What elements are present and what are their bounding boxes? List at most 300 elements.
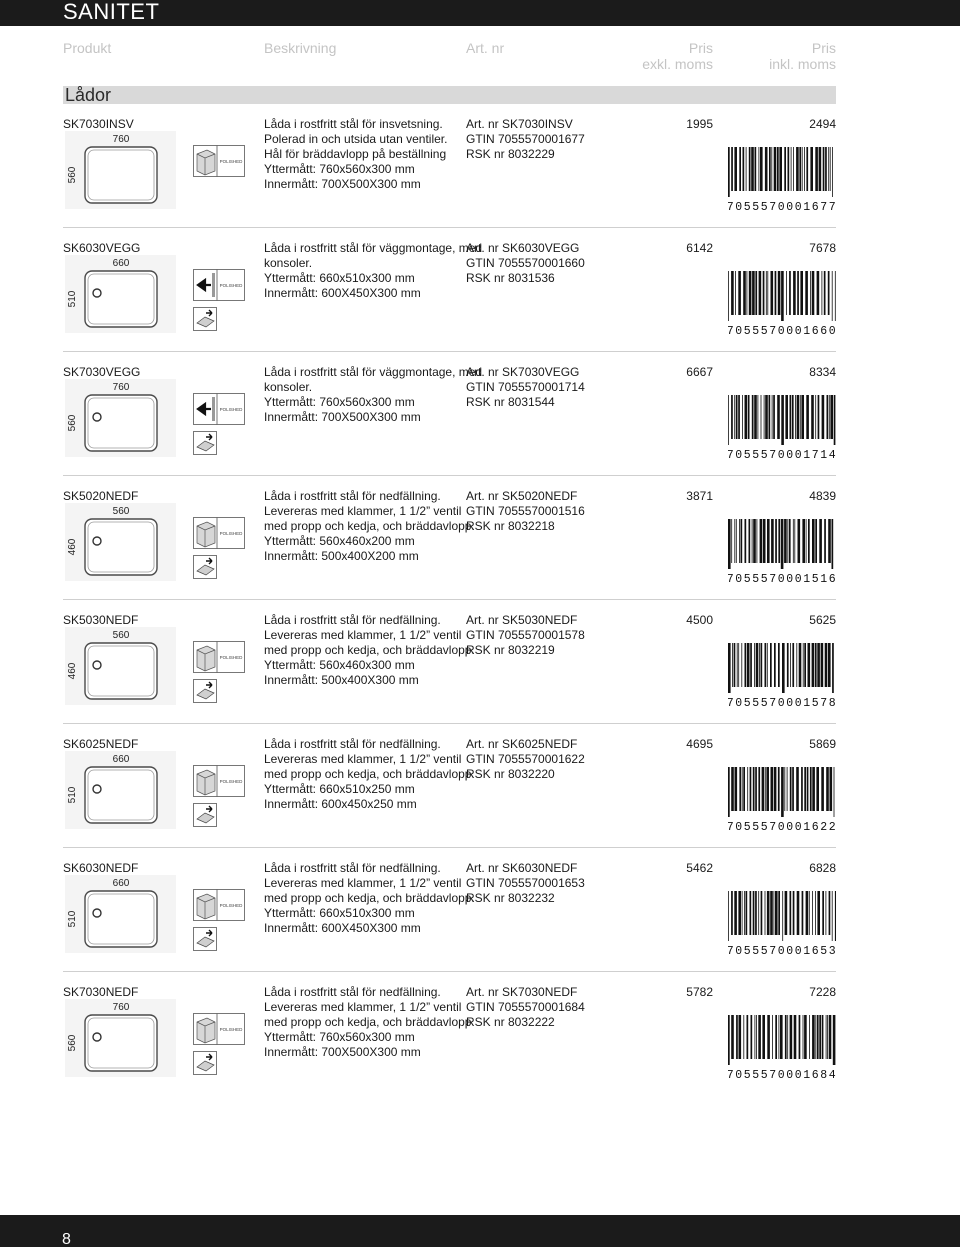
barcode-bar — [765, 891, 766, 935]
article-line: GTIN 7055570001653 — [466, 876, 585, 890]
product-description — [264, 613, 475, 688]
description-line: Levereras med klammer, 1 1/2” ventil — [264, 752, 462, 766]
row-separator — [63, 971, 836, 972]
barcode-bar — [811, 395, 814, 439]
barcode-bar — [782, 643, 785, 693]
dimension-drawing — [63, 627, 178, 705]
description-line: konsoler. — [264, 380, 313, 394]
sink-outline — [85, 147, 157, 203]
barcode-bar — [731, 767, 734, 811]
barcode-bar — [778, 891, 780, 935]
product-row — [0, 861, 960, 985]
barcode-bar — [829, 891, 831, 935]
barcode-bar — [826, 891, 827, 935]
barcode-bar — [800, 271, 803, 315]
product-description — [264, 365, 483, 425]
barcode-bar — [789, 271, 791, 315]
barcode-bar — [785, 891, 788, 935]
barcode-bar — [742, 891, 743, 935]
description-line: Yttermått: 660x510x250 mm — [264, 782, 415, 796]
height-label: 560 — [67, 166, 78, 184]
barcode-bar — [749, 271, 752, 315]
barcode-bar — [812, 891, 813, 935]
barcode — [728, 271, 836, 339]
barcode-bar — [790, 891, 792, 935]
barcode-bar — [807, 767, 809, 811]
barcode-bar — [752, 271, 755, 315]
box-icon — [197, 770, 215, 795]
barcode-bar — [796, 147, 799, 191]
barcode-bar — [757, 519, 758, 563]
sink-icon — [194, 556, 217, 579]
barcode-bar — [771, 147, 772, 191]
barcode-bar — [738, 643, 739, 687]
barcode-bar — [732, 643, 733, 687]
description-line: Innermått: 600x450x250 mm — [264, 797, 417, 811]
barcode-bar — [808, 519, 810, 563]
barcode-bar — [815, 643, 817, 687]
barcode-bar — [739, 147, 741, 191]
barcode-bar — [790, 395, 792, 439]
barcode-bar — [734, 643, 736, 687]
column-header-price-ex-line2: exkl. moms — [642, 56, 713, 72]
barcode-number: 7055570001578 — [728, 697, 836, 710]
barcode-bar — [830, 147, 831, 191]
barcode-bar — [802, 147, 803, 191]
barcode-bar — [809, 1015, 810, 1059]
barcode-bar — [770, 643, 772, 687]
sink-outline — [85, 1015, 157, 1071]
barcode — [728, 147, 836, 215]
height-label: 510 — [67, 910, 78, 928]
article-numbers — [466, 241, 666, 286]
mounting-icons — [193, 269, 245, 339]
article-line: Art. nr SK5030NEDF — [466, 613, 578, 627]
column-header-price-ex — [613, 40, 713, 72]
barcode-bar — [745, 519, 747, 563]
barcode-bar — [767, 643, 768, 687]
row-separator — [63, 847, 836, 848]
sink-icon — [194, 804, 217, 827]
column-header-price-in-line1: Pris — [811, 40, 836, 56]
article-line: GTIN 7055570001516 — [466, 504, 585, 518]
barcode-bar — [832, 519, 834, 569]
barcode-bar — [828, 643, 831, 687]
barcode-bar — [769, 395, 771, 439]
dimension-drawing — [63, 131, 178, 209]
product-row — [0, 241, 960, 365]
barcode-bar — [804, 147, 805, 191]
barcode-bar — [755, 1015, 756, 1059]
barcode-bar — [744, 891, 745, 935]
description-line: Yttermått: 660x510x300 mm — [264, 271, 415, 285]
barcode-bar — [759, 271, 762, 315]
barcode-bar — [742, 767, 743, 811]
description-line: Levereras med klammer, 1 1/2” ventil — [264, 628, 462, 642]
barcode-bar — [832, 643, 834, 693]
barcode-bar — [767, 519, 770, 563]
barcode-bar — [819, 147, 822, 191]
barcode-bar — [770, 891, 773, 935]
barcode-bar — [774, 767, 777, 811]
article-line: GTIN 7055570001622 — [466, 752, 585, 766]
barcode-bar — [785, 1015, 787, 1059]
barcode-bar — [822, 1015, 824, 1059]
barcode-bar — [754, 643, 755, 687]
barcode-bar — [828, 147, 829, 191]
price-incl-vat: 4839 — [809, 489, 836, 503]
barcode-bar — [734, 147, 737, 191]
article-line: Art. nr SK6025NEDF — [466, 737, 578, 751]
article-line: GTIN 7055570001714 — [466, 380, 585, 394]
description-line: med propp och kedja, och bräddavlopp. — [264, 643, 475, 657]
barcode-bar — [743, 271, 746, 315]
product-code: SK6030NEDF — [63, 861, 139, 875]
article-line: Art. nr SK7030VEGG — [466, 365, 580, 379]
barcode-bar — [801, 767, 803, 811]
barcode-bar — [804, 643, 806, 687]
barcode-bar — [728, 147, 730, 197]
page-number: 8 — [62, 1231, 71, 1248]
description-line: Låda i rostfritt stål för insvetsning. — [264, 117, 443, 131]
description-line: Yttermått: 560x460x300 mm — [264, 658, 415, 672]
barcode-bar — [767, 891, 770, 935]
description-line: Innermått: 600X450X300 mm — [264, 286, 421, 300]
description-line: med propp och kedja, och bräddavlopp. — [264, 519, 475, 533]
barcode-bar — [754, 395, 757, 439]
barcode-bar — [734, 395, 735, 439]
barcode-bar — [819, 1015, 821, 1059]
barcode-bar — [816, 767, 819, 811]
barcode-bar — [738, 395, 740, 439]
barcode-bar — [787, 643, 789, 687]
barcode-bar — [818, 395, 820, 439]
section-title: Lådor — [65, 85, 112, 105]
barcode-bar — [750, 767, 752, 811]
barcode-bar — [790, 767, 792, 811]
width-label: 660 — [112, 878, 130, 889]
barcode-bar — [812, 767, 815, 811]
product-code: SK5030NEDF — [63, 613, 139, 627]
product-code: SK5020NEDF — [63, 489, 139, 503]
barcode-bar — [828, 519, 831, 563]
barcode-bar — [782, 891, 783, 941]
dimension-drawing — [63, 255, 178, 333]
barcode-bar — [829, 1015, 832, 1059]
description-line: Levereras med klammer, 1 1/2” ventil — [264, 504, 462, 518]
barcode-bar — [815, 1015, 816, 1059]
barcode-bar — [781, 767, 784, 817]
barcode-bar — [810, 147, 813, 191]
height-label: 510 — [67, 786, 78, 804]
product-row — [0, 985, 960, 1109]
column-header-price-ex-line1: Pris — [688, 40, 713, 56]
barcode-bar — [751, 1015, 753, 1059]
description-line: Yttermått: 660x510x300 mm — [264, 906, 415, 920]
barcode-bar — [797, 395, 800, 439]
width-label: 560 — [112, 506, 130, 517]
sink-outline — [85, 767, 157, 823]
barcode-bar — [804, 1015, 807, 1059]
barcode-bar — [738, 271, 741, 315]
barcode-bar — [743, 767, 745, 811]
dimension-drawing — [63, 999, 178, 1077]
article-line: Art. nr SK5020NEDF — [466, 489, 578, 503]
barcode-bar — [792, 643, 794, 687]
barcode — [728, 767, 836, 835]
barcode-bar — [731, 395, 733, 439]
barcode-bar — [748, 395, 750, 439]
barcode-bar — [766, 271, 767, 315]
barcode-bar — [806, 147, 808, 191]
article-line: RSK nr 8032232 — [466, 891, 555, 905]
barcode-bar — [815, 519, 817, 563]
barcode-bar — [728, 891, 729, 941]
height-label: 510 — [67, 290, 78, 308]
description-line: Levereras med klammer, 1 1/2” ventil — [264, 876, 462, 890]
barcode-bar — [728, 643, 731, 693]
barcode-bar — [753, 891, 755, 935]
description-line: Innermått: 600X450X300 mm — [264, 921, 421, 935]
barcode-bar — [778, 643, 780, 687]
barcode-bar — [755, 767, 757, 811]
description-line: Låda i rostfritt stål för väggmontage, med — [264, 241, 483, 255]
article-line: RSK nr 8032222 — [466, 1015, 555, 1029]
barcode-bar — [749, 519, 751, 563]
price-incl-vat: 7228 — [809, 985, 836, 999]
barcode-bar — [793, 519, 794, 563]
price-excl-vat: 3871 — [686, 489, 713, 503]
description-line: Levereras med klammer, 1 1/2” ventil — [264, 1000, 462, 1014]
barcode-bar — [821, 643, 824, 687]
barcode-bar — [802, 891, 804, 935]
article-line: Art. nr SK6030NEDF — [466, 861, 578, 875]
barcode-bar — [763, 519, 766, 563]
barcode-bar — [731, 1015, 734, 1059]
barcode-bar — [758, 1015, 761, 1059]
barcode-bar — [784, 519, 787, 563]
barcode-bar — [747, 643, 750, 687]
barcode-bar — [830, 767, 833, 811]
price-excl-vat: 1995 — [686, 117, 713, 131]
barcode — [728, 395, 836, 463]
barcode-bar — [731, 271, 734, 315]
barcode-bar — [812, 271, 815, 315]
height-label: 460 — [67, 538, 78, 556]
barcode-bar — [817, 891, 820, 935]
product-row — [0, 613, 960, 737]
barcode-bar — [749, 147, 751, 191]
barcode-bar — [787, 519, 788, 563]
barcode-bar — [752, 519, 753, 563]
barcode-bar — [739, 519, 740, 563]
barcode-bar — [762, 767, 765, 811]
mounting-icons — [193, 145, 245, 215]
barcode-number: 7055570001714 — [728, 449, 836, 462]
article-numbers — [466, 613, 666, 658]
barcode-bar — [822, 395, 825, 439]
barcode-bar — [753, 767, 755, 811]
barcode-bar — [728, 271, 729, 321]
article-line: Art. nr SK6030VEGG — [466, 241, 580, 255]
width-label: 760 — [112, 382, 130, 393]
barcode-bar — [778, 767, 780, 811]
barcode-bar — [775, 271, 777, 315]
barcode-bar — [739, 1015, 742, 1059]
article-line: RSK nr 8031536 — [466, 271, 555, 285]
barcode-bar — [781, 395, 784, 445]
barcode-number: 7055570001660 — [728, 325, 836, 338]
box-icon — [197, 1018, 215, 1043]
article-numbers — [466, 737, 666, 782]
price-incl-vat: 2494 — [809, 117, 836, 131]
article-line: GTIN 7055570001684 — [466, 1000, 585, 1014]
description-line: Innermått: 700X500X300 mm — [264, 1045, 421, 1059]
barcode-bar — [817, 1015, 819, 1059]
barcode-bar — [801, 395, 804, 439]
page-title: SANITET — [63, 0, 160, 24]
barcode-number: 7055570001653 — [728, 945, 836, 958]
column-header-art: Art. nr — [466, 40, 505, 56]
dimension-drawing — [63, 503, 178, 581]
row-separator — [63, 599, 836, 600]
product-code: SK7030INSV — [63, 117, 134, 131]
barcode-bar — [731, 891, 733, 935]
height-label: 460 — [67, 662, 78, 680]
sink-outline — [85, 395, 157, 451]
description-line: Låda i rostfritt stål för väggmontage, med — [264, 365, 483, 379]
barcode-bar — [758, 891, 759, 935]
barcode-bar — [728, 395, 729, 445]
barcode-bar — [822, 891, 824, 935]
sink-outline — [85, 519, 157, 575]
barcode-bar — [834, 395, 836, 445]
barcode-number: 7055570001677 — [728, 201, 836, 214]
barcode-number: 7055570001516 — [728, 573, 836, 586]
description-line: med propp och kedja, och bräddavlopp — [264, 767, 472, 781]
description-line: Yttermått: 560x460x200 mm — [264, 534, 415, 548]
barcode-bar — [796, 767, 799, 811]
barcode-bar — [792, 395, 794, 439]
barcode-bar — [753, 519, 756, 563]
barcode-bar — [835, 891, 836, 941]
section-bar — [63, 86, 836, 104]
barcode-bar — [755, 147, 757, 191]
barcode-bar — [769, 147, 771, 191]
article-line: RSK nr 8031544 — [466, 395, 555, 409]
article-line: Art. nr SK7030INSV — [466, 117, 573, 131]
barcode-bar — [793, 891, 795, 935]
mounting-icons — [193, 765, 245, 835]
width-label: 560 — [112, 630, 130, 641]
description-line: Låda i rostfritt stål för nedfällning. — [264, 489, 441, 503]
barcode-bar — [798, 519, 801, 563]
barcode-bar — [827, 395, 829, 439]
height-label: 560 — [67, 414, 78, 432]
product-row — [0, 737, 960, 861]
barcode-bar — [759, 643, 760, 687]
barcode-bar — [806, 519, 807, 563]
barcode-bar — [819, 519, 822, 563]
article-line: GTIN 7055570001677 — [466, 132, 585, 146]
barcode-bar — [815, 147, 818, 191]
barcode-bar — [760, 147, 763, 191]
mounting-icons — [193, 517, 245, 587]
product-description — [264, 861, 475, 936]
article-line: RSK nr 8032220 — [466, 767, 555, 781]
barcode-bar — [765, 643, 767, 687]
price-incl-vat: 5869 — [809, 737, 836, 751]
barcode-bar — [797, 891, 800, 935]
barcode-bar — [760, 519, 763, 563]
column-header-price-in-line2: inkl. moms — [769, 56, 836, 72]
price-excl-vat: 5782 — [686, 985, 713, 999]
article-line: RSK nr 8032229 — [466, 147, 555, 161]
polished-label: POLISHED — [219, 283, 243, 288]
column-header-price-in — [736, 40, 836, 72]
barcode-bar — [755, 271, 757, 315]
barcode-bar — [789, 519, 791, 563]
barcode-bar — [806, 891, 809, 935]
barcode-bar — [765, 767, 766, 811]
barcode-bar — [788, 147, 790, 191]
description-line: Innermått: 700X500X300 mm — [264, 410, 421, 424]
row-separator — [63, 723, 836, 724]
dimension-drawing — [63, 751, 178, 829]
barcode-bar — [828, 271, 830, 315]
barcode-bar — [812, 1015, 815, 1059]
barcode-bar — [736, 519, 737, 563]
barcode-bar — [803, 1015, 804, 1059]
price-incl-vat: 6828 — [809, 861, 836, 875]
article-line: RSK nr 8032218 — [466, 519, 555, 533]
barcode-bar — [762, 1015, 765, 1059]
mounting-icons — [193, 641, 245, 711]
sink-icon — [194, 308, 217, 331]
barcode-bar — [799, 643, 802, 687]
barcode-bar — [787, 1015, 788, 1059]
barcode-bar — [756, 1015, 757, 1059]
barcode-bar — [797, 271, 799, 315]
polished-label: POLISHED — [219, 407, 243, 412]
barcode-bar — [774, 891, 775, 935]
description-line: Yttermått: 760x560x300 mm — [264, 395, 415, 409]
barcode — [728, 1015, 836, 1083]
box-icon — [197, 522, 215, 547]
description-line: Låda i rostfritt stål för nedfällning. — [264, 613, 441, 627]
row-separator — [63, 475, 836, 476]
barcode-bar — [741, 519, 743, 563]
barcode-bar — [790, 643, 791, 687]
barcode-bar — [736, 395, 738, 439]
product-description — [264, 985, 472, 1060]
barcode-bar — [735, 271, 736, 315]
barcode-bar — [808, 643, 811, 687]
barcode-bar — [761, 395, 762, 439]
barcode — [728, 643, 836, 711]
barcode — [728, 519, 836, 587]
barcode-bar — [827, 1015, 828, 1059]
barcode-bar — [832, 891, 833, 941]
barcode-bar — [779, 1015, 780, 1059]
description-line: konsoler. — [264, 256, 313, 270]
sink-icon — [194, 928, 217, 951]
article-line: GTIN 7055570001578 — [466, 628, 585, 642]
barcode-bar — [765, 147, 768, 191]
price-excl-vat: 6142 — [686, 241, 713, 255]
barcode-bar — [780, 1015, 783, 1059]
barcode-bar — [815, 395, 816, 439]
